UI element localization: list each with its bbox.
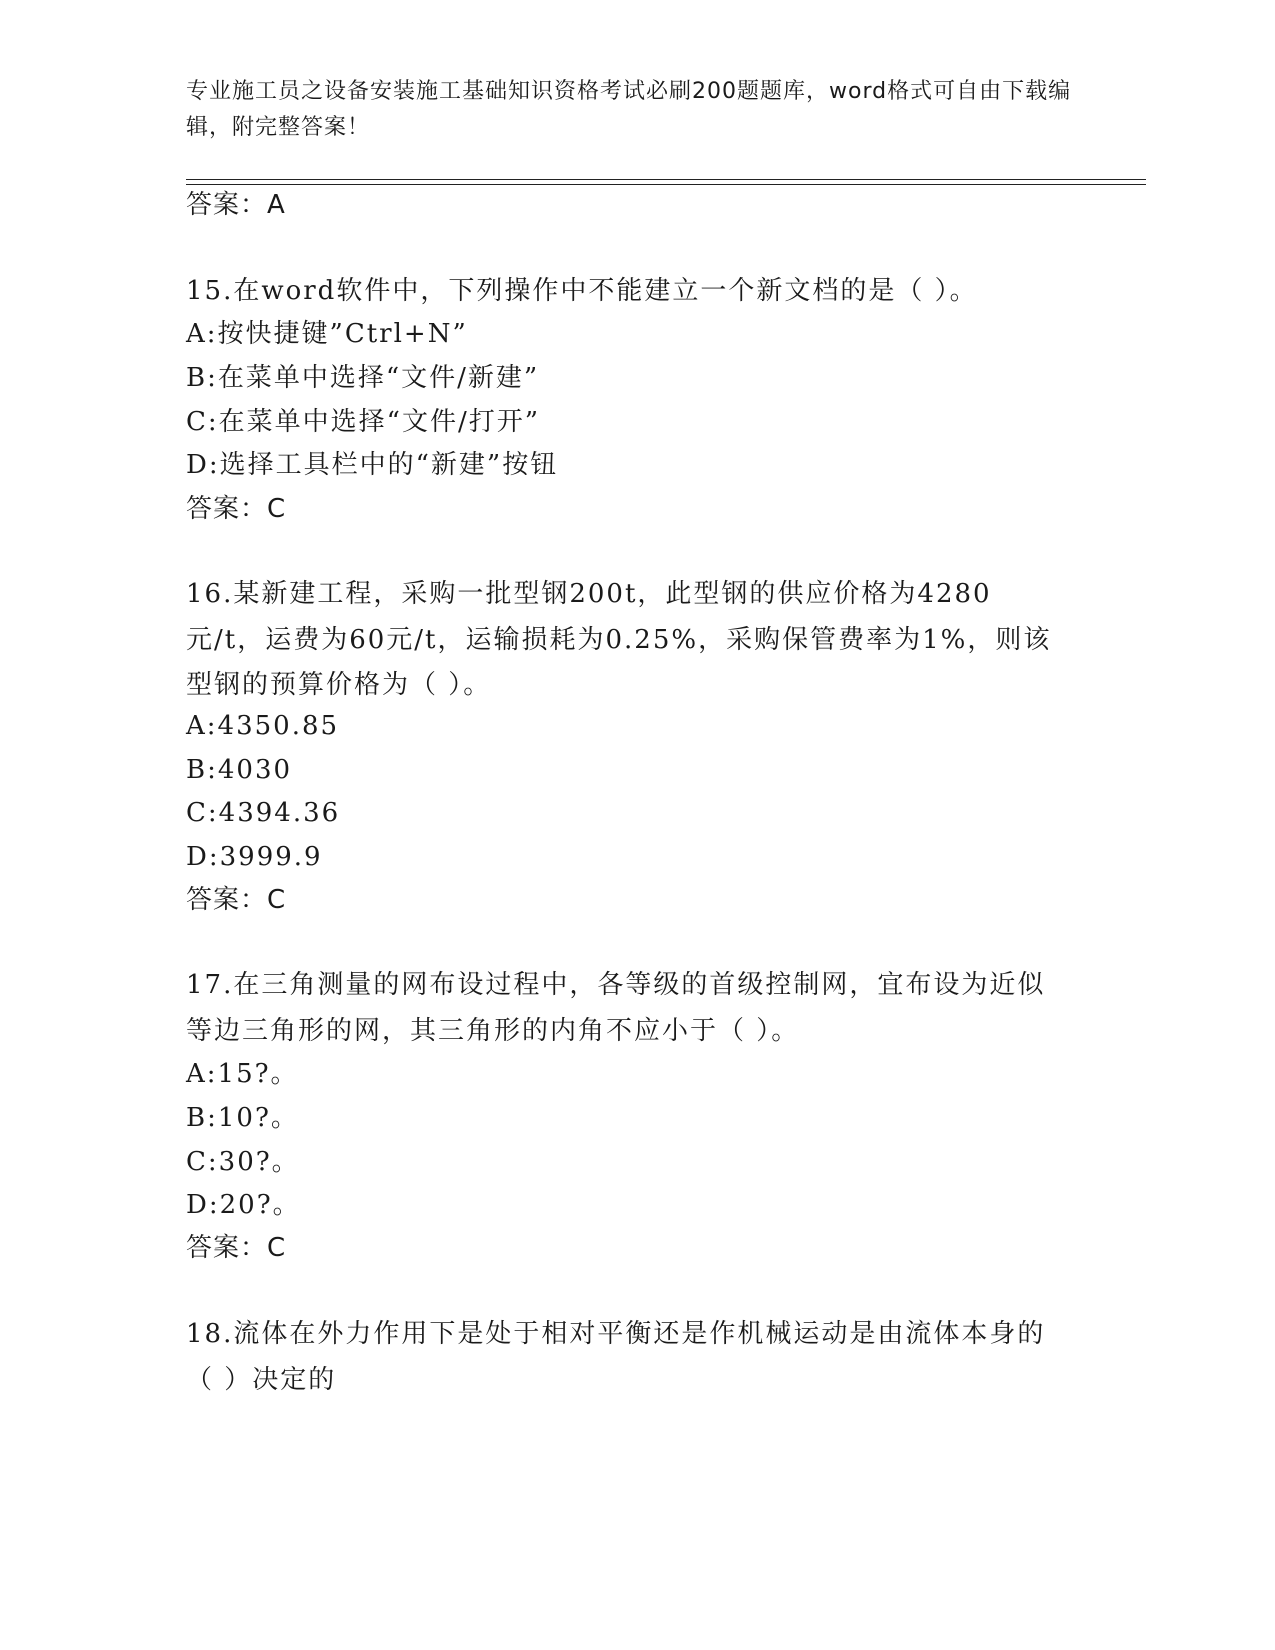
- question-16-stem: 16.某新建工程，采购一批型钢200t，此型钢的供应价格为4280元/t，运费为60元/t，运输损耗为0.25%，采购保管费率为1%，则该型钢的预算价格为（ ）。: [186, 579, 1052, 700]
- header-divider-top: [186, 179, 1146, 180]
- answer-15: 答案：C: [186, 494, 287, 524]
- question-15-option-a: A:按快捷键”Ctrl+N”: [186, 319, 468, 349]
- question-15-option-d: D:选择工具栏中的“新建”按钮: [186, 450, 559, 480]
- question-15-stem: 15.在word软件中，下列操作中不能建立一个新文档的是（ ）。: [186, 276, 978, 306]
- document-header: 专业施工员之设备安装施工基础知识资格考试必刷200题题库，word格式可自由下载编辑，附完整答案！: [186, 79, 1072, 140]
- header-divider-bottom: [186, 184, 1146, 185]
- question-18-stem: 18.流体在外力作用下是处于相对平衡还是作机械运动是由流体本身的（ ）决定的: [186, 1319, 1046, 1395]
- answer-16: 答案：C: [186, 885, 287, 915]
- question-17-option-d: D:20?。: [186, 1190, 301, 1220]
- answer-14: 答案：A: [186, 190, 286, 220]
- question-17-stem: 17.在三角测量的网布设过程中，各等级的首级控制网，宜布设为近似等边三角形的网，其三角形的内角不应小于（ ）。: [186, 970, 1046, 1046]
- question-16-option-b: B:4030: [186, 755, 293, 785]
- question-17-option-b: B:10?。: [186, 1103, 299, 1133]
- question-16-option-d: D:3999.9: [186, 842, 323, 872]
- question-16-option-c: C:4394.36: [186, 798, 341, 828]
- question-17-option-a: A:15?。: [186, 1059, 299, 1089]
- question-15-option-c: C:在菜单中选择“文件/打开”: [186, 407, 540, 437]
- answer-17: 答案：C: [186, 1233, 287, 1263]
- question-17-option-c: C:30?。: [186, 1147, 300, 1177]
- question-16-option-a: A:4350.85: [186, 711, 340, 741]
- question-15-option-b: B:在菜单中选择“文件/新建”: [186, 363, 540, 393]
